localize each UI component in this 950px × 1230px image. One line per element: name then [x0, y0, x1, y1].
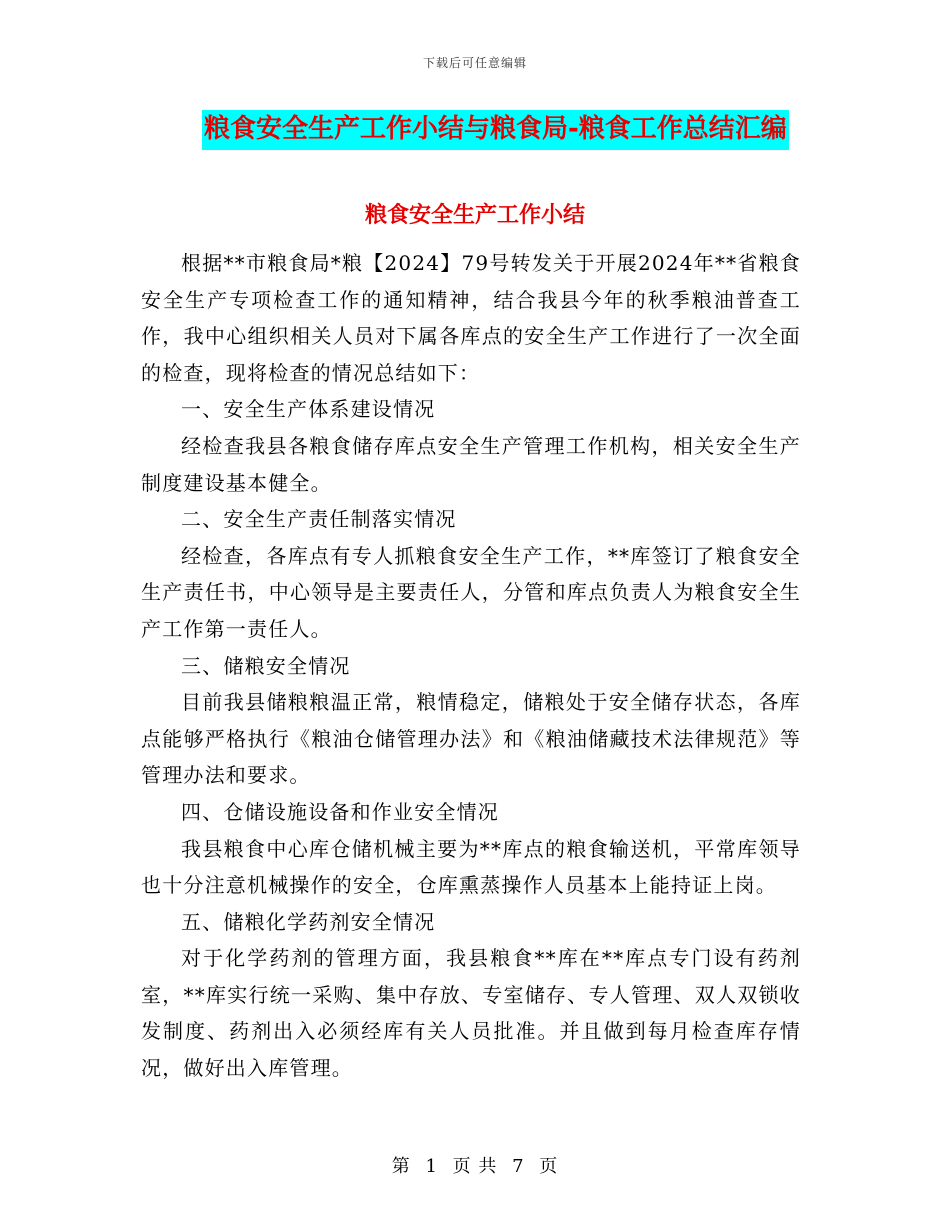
footer-middle: 页 共: [452, 1156, 498, 1177]
footer-total-pages: 7: [512, 1156, 525, 1177]
footer-suffix: 页: [539, 1156, 559, 1177]
paragraph-storage-safety: 目前我县储粮粮温正常，粮情稳定，储粮处于安全储存状态，各库点能够严格执行《粮油仓储管理办法》和《粮油储藏技术法律规范》等管理办法和要求。: [141, 690, 801, 788]
heading-chemicals: 五、储粮化学药剂安全情况: [181, 909, 436, 934]
paragraph-responsibility: 经检查，各库点有专人抓粮食安全生产工作，**库签订了粮食安全生产责任书，中心领导是主要责任人，分管和库点负责人为粮食安全生产工作第一责任人。: [141, 543, 801, 641]
footer-prefix: 第: [391, 1156, 411, 1177]
page-footer: [0, 1152, 950, 1178]
header-note: 下载后可任意编辑: [422, 56, 527, 70]
heading-safety-system: 一、安全生产体系建设情况: [181, 397, 436, 422]
document-body: [141, 245, 801, 1087]
heading-facilities: 四、仓储设施设备和作业安全情况: [181, 799, 499, 824]
heading-responsibility: 二、安全生产责任制落实情况: [181, 507, 457, 532]
paragraph-facilities: 我县粮食中心库仓储机械主要为**库点的粮食输送机，平常库领导也十分注意机械操作的安全，仓库熏蒸操作人员基本上能持证上岗。: [141, 836, 801, 898]
paragraph-chemicals: 对于化学药剂的管理方面，我县粮食**库在**库点专门设有药剂室，**库实行统一采购、集中存放、专室储存、专人管理、双人双锁收发制度、药剂出入必须经库有关人员批准。并且做到每月检查库存情况，做好出入库管理。: [141, 946, 801, 1081]
section-title: 粮食安全生产工作小结: [364, 203, 585, 228]
document-title: 粮食安全生产工作小结与粮食局-粮食工作总结汇编: [202, 110, 789, 150]
heading-storage-safety: 三、储粮安全情况: [181, 653, 351, 678]
footer-page-number: 1: [425, 1156, 438, 1177]
paragraph-intro: 根据**市粮食局*粮【2024】79号转发关于开展2024年**省粮食安全生产专项检查工作的通知精神，结合我县今年的秋季粮油普查工作，我中心组织相关人员对下属各库点的安全生产工作进行了一次全面的检查，现将检查的情况总结如下：: [141, 251, 801, 385]
paragraph-safety-system: 经检查我县各粮食储存库点安全生产管理工作机构，相关安全生产制度建设基本健全。: [141, 433, 801, 495]
